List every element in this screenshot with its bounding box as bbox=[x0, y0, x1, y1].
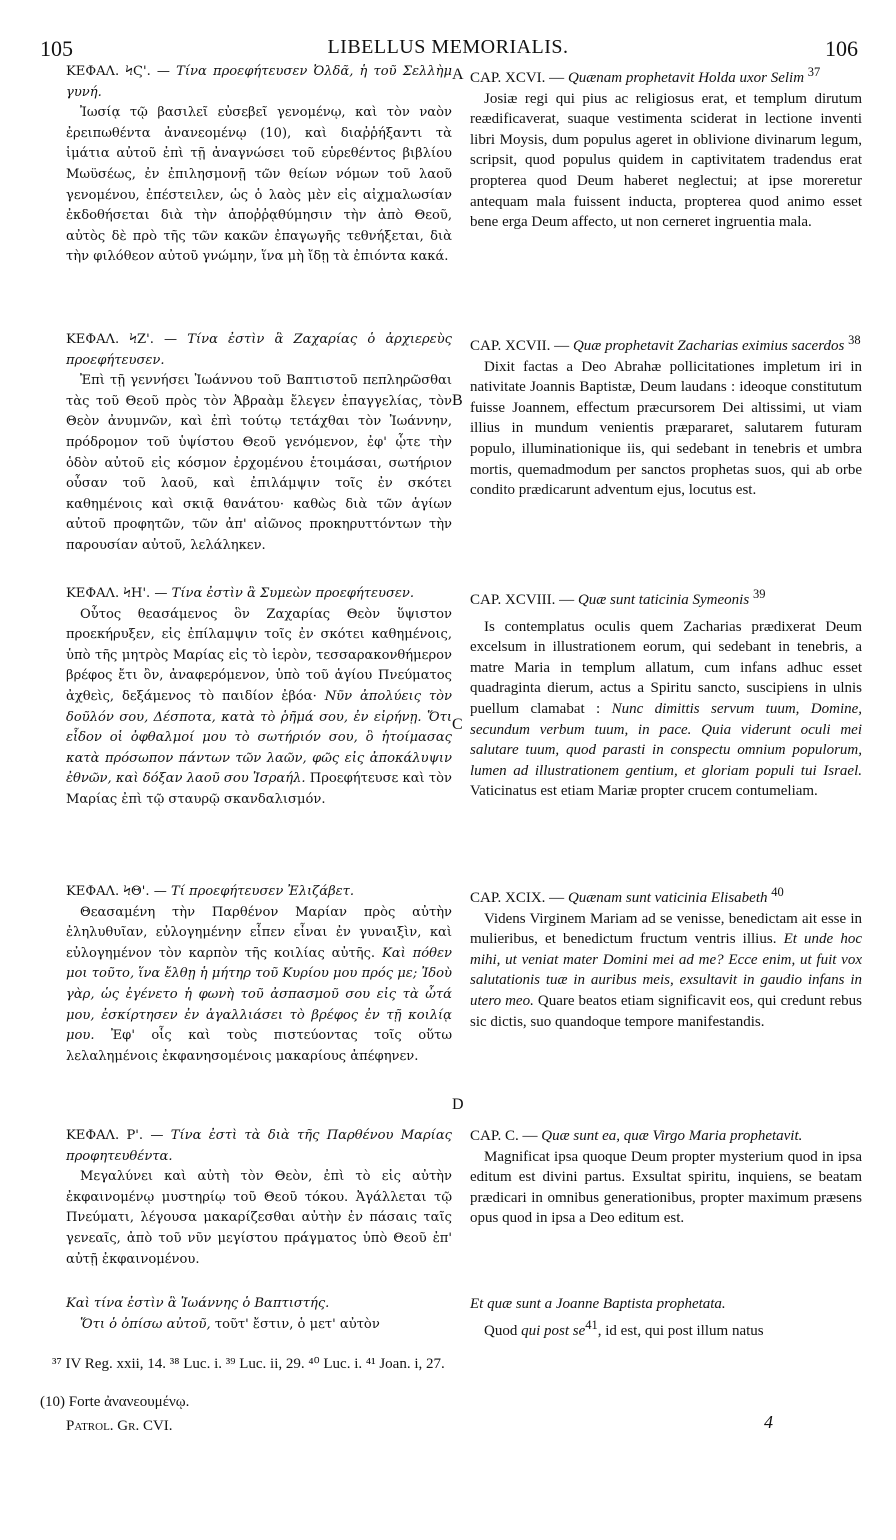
footnote-marker: 40 bbox=[771, 885, 784, 899]
chapter-title: Τί προεφήτευσεν Ἐλιζάβετ. bbox=[170, 884, 355, 899]
page-number-left: 105 bbox=[40, 36, 73, 61]
chapter-label: CAP. XCVI. — bbox=[470, 70, 565, 86]
footnote-marker: 39 bbox=[752, 587, 766, 601]
latin-chapter-97 bbox=[470, 330, 862, 501]
chapter-heading bbox=[470, 62, 862, 89]
chapter-heading bbox=[470, 330, 862, 357]
chapter-title: Τίνα ἐστὶ τὰ διὰ τῆς Παρθένου Μαρίας προφητευθέντα. bbox=[66, 1128, 452, 1164]
chapter-text: Josiæ regi qui pius ac religiosus erat, et templum dirutum reædificaverat, suaque vestimenta sciderat in lectione inventi libri Moysis, dum populus ageret in oblivione divinarum legum, scripsit, quod populus quidem in captivitatem tradendus erat propterea quod Deum haberet neglectui; at ipse moreretur antequam mala fuissent inducta, propterea quod animo esset bene erga Deum affecto, ut non cerneret ingruentia mala. bbox=[470, 90, 862, 231]
chapter-text: Magnificat ipsa quoque Deum propter mysterium quod in ipsa editum est divini partus. Exsultat spiritu, inquiens, se beatam prædicari in omnibus generationibus, propter maximum præsens opus quod in ipsa a Deo editum est. bbox=[470, 1148, 862, 1227]
chapter-text bbox=[470, 909, 862, 1033]
text-part: Θεασαμένη τὴν Παρθένον Μαρίαν πρὸς αὐτὴν ἐληλυθυῖαν, εὐλογημένην εἶπεν εἶναι ἐν γυναιξὶν, καὶ εὐλογημένον τὸν καρπὸν τῆς κοιλίας αὐτῆς. bbox=[66, 904, 452, 961]
chapter-title: Τίνα ἐστὶν ἃ Συμεὼν προεφήτευσεν. bbox=[171, 586, 415, 601]
text-part: Quod bbox=[484, 1322, 518, 1339]
chapter-text: Dixit factas a Deo Abrahæ pollicitationes impletum iri in nativitate Joannis Baptistæ, Deum laudans : ideoque constitutum fuisse Joannem, effectum præcursorem Dei altissimi, ut viam illius in mundum venientis præpararet, salutarem futuram populo, illuminationique iis, qui sedebant in tenebris et umbra mortis, quemadmodum per sanctos prophetas suos, qui ab orbe condito prædicarunt adventum ejus, locutus est. bbox=[470, 358, 862, 499]
running-header bbox=[0, 36, 896, 62]
chapter-heading bbox=[470, 882, 862, 909]
greek-chapter-97 bbox=[66, 330, 452, 557]
chapter-label: CAP. XCVIII. — bbox=[470, 592, 575, 608]
chapter-title: Quænam prophetavit Holda uxor Selim bbox=[567, 70, 805, 86]
text-part: τοῦτ' ἔστιν, ὁ μετ' αὐτὸν bbox=[214, 1316, 380, 1332]
chapter-label: CAP. XCVII. — bbox=[470, 338, 570, 354]
chapter-heading bbox=[470, 1126, 862, 1147]
footnote-marker: 41 bbox=[585, 1317, 598, 1332]
margin-letter-d: D bbox=[452, 1096, 464, 1113]
chapter-text bbox=[66, 605, 452, 811]
chapter-heading bbox=[66, 882, 452, 903]
margin-letter-b: B bbox=[452, 392, 463, 409]
chapter-text: Μεγαλύνει καὶ αὐτὴ τὸν Θεὸν, ἐπὶ τὸ εἰς αὐτὴν ἐκφαινομένῳ μυστηρίῳ τοῦ Θεοῦ τόκου. Ἀγάλλεται τῷ Πνεύματι, λέγουσα μακαρίζεσθαι αὐτὴν ἐν πάσαις ταῖς γενεαῖς, ἀπὸ τοῦ νῦν μεγίστου πράγματος ὑπὸ Θεοῦ ἐπ' αὐτῇ ἐκφαινομένου. bbox=[66, 1169, 452, 1267]
chapter-title: Quæ prophetavit Zacharias eximius sacerdos bbox=[572, 338, 845, 354]
greek-chapter-99 bbox=[66, 882, 452, 1067]
chapter-heading bbox=[66, 584, 452, 605]
greek-chapter-100 bbox=[66, 1126, 452, 1270]
text-part: Προεφήτευσε καὶ τὸν Μαρίας ἐπὶ τῷ σταυρῷ σκανδαλισμόν. bbox=[66, 771, 452, 807]
subheading: Et quæ sunt a Joanne Baptista prophetata. bbox=[470, 1296, 726, 1312]
scripture-quote: Et unde hoc mihi, ut veniat mater Domini mei ad me? Ecce enim, ut fuit vox salutationis tuæ in auribus meis, exsultavit in gaudio infans in utero meo. bbox=[470, 931, 863, 1009]
chapter-title: Quænam sunt vaticinia Elisabeth bbox=[567, 890, 768, 906]
chapter-title: Quæ sunt ea, quæ Virgo Maria prophetavit. bbox=[541, 1128, 803, 1144]
scripture-quote: Nunc dimittis servum tuum, Domine, secundum verbum tuum, in pace. Quia viderunt oculi mei salutare tuum, quod parasti in conspectu omnium populorum, lumen ad illustrationem gentium, et gloriam populi tui Israel. bbox=[470, 700, 863, 779]
chapter-text: Ἰωσίᾳ τῷ βασιλεῖ εὐσεβεῖ γενομένῳ, καὶ τὸν ναὸν ἐρειπωθέντα ἀνανεομένῳ (10), καὶ διαῤῥήξαντι τὰ ἱμάτια αὐτοῦ ἐπὶ τῇ ἀναγνώσει τοῦ εὑρεθέντος βιβλίου Μωϋσέως, ἐν ἐπιλησμονῇ τῶν θείων νόμων τοῦ λαοῦ γενομένου, ἐπέστειλεν, ὡς ὁ λαὸς μὲν εἰς αἰχμαλωσίαν ἐκδοθήσεται διὰ τὴν ἀποῤῥᾳθύμησιν τὴν ἀπὸ Θεοῦ, αὐτὸς δὲ πρὸ τῆς τῶν κακῶν ἐπαγωγῆς τεθνήξεται, διὰ τὴν φιλόθεον αὐτοῦ γνώμην, ἵνα μὴ ἴδῃ τὰ ἐπιόντα κακά. bbox=[66, 105, 452, 265]
margin-letter-a: A bbox=[452, 66, 464, 83]
scripture-quote: Καὶ πόθεν μοι τοῦτο, ἵνα ἔλθῃ ἡ μήτηρ τοῦ Κυρίου μου πρός με; Ἰδοὺ γὰρ, ὡς ἐγένετο ἡ φωνὴ τοῦ ἀσπασμοῦ σου εἰς τὰ ὦτά μου, ἐσκίρτησεν ἐν ἀγαλλιάσει τὸ βρέφος ἐν τῇ κοιλίᾳ μου. bbox=[66, 945, 452, 1044]
chapter-title: Τίνα προεφήτευσεν Ὀλδᾶ, ἡ τοῦ Σελλὴμ γυνή. bbox=[66, 64, 452, 100]
chapter-label: ΚΕΦΑΛ. ϞΘ'. — bbox=[66, 884, 167, 899]
text-part: Vaticinatus est etiam Mariæ propter crucem contumeliam. bbox=[470, 783, 818, 800]
text-part: Ἐφ' οἷς καὶ τοὺς πιστεύοντας τοῖς οὕτω λελαλημένοις ἐκφανησομένοις μακαρίους ἀπέφηνεν. bbox=[66, 1028, 452, 1064]
running-title: LIBELLUS MEMORIALIS. bbox=[327, 36, 569, 58]
chapter-text bbox=[66, 1315, 452, 1336]
chapter-text bbox=[470, 617, 862, 802]
chapter-text bbox=[470, 1315, 862, 1342]
chapter-text bbox=[66, 903, 452, 1068]
text-part: Is contemplatus oculis quem Zacharias prædixerat Deum excelsum in illustrationem eorum, qui sedebant in tenebris, a matre Maria in templum allatum, cum infans adhuc esset quadraginta dierum, actus a Spiritu sancto, suscipiens in ulnis puellum clamabat : bbox=[470, 618, 862, 717]
sheet-number: 4 bbox=[764, 1412, 773, 1432]
footnote-10: (10) Forte ἀνανεουμένῳ. bbox=[40, 1394, 190, 1410]
latin-chapter-99 bbox=[470, 882, 862, 1032]
text-part: Οὗτος θεασάμενος ὃν Ζαχαρίας Θεὸν ὕψιστον προεκήρυξεν, εἰς ἐπίλαμψιν τοῖς ἐν σκότει καθημένοις, ὑπὸ τῆς μητρὸς Μαρίας εἰς τὸ ἱερὸν, τεσσαρακονθήμερον βρέφος ἔτι ὂν, ἀναφερόμενον, ὑπὸ τοῦ ἁγίου Πνεύματος ἀχθεὶς, δεξάμενος τὸ παιδίον ἐβόα· bbox=[66, 606, 452, 704]
chapter-label: CAP. C. — bbox=[470, 1128, 538, 1144]
latin-subsection-baptist bbox=[470, 1294, 862, 1341]
chapter-label: CAP. XCIX. — bbox=[470, 890, 565, 906]
chapter-label: ΚΕΦΑΛ. ϞϚ'. — bbox=[66, 64, 171, 79]
chapter-title: Τίνα ἐστὶν ἃ Ζαχαρίας ὁ ἀρχιερεὺς προεφήτευσεν. bbox=[66, 332, 452, 368]
latin-chapter-96 bbox=[470, 62, 862, 233]
scripture-references: ³⁷ IV Reg. xxii, 14. ³⁸ Luc. i. ³⁹ Luc. ii, 29. ⁴⁰ Luc. i. ⁴¹ Joan. i, 27. bbox=[52, 1356, 445, 1372]
chapter-text: Ἐπὶ τῇ γεννήσει Ἰωάννου τοῦ Βαπτιστοῦ πεπληρῶσθαι τὰς τοῦ Θεοῦ πρὸς τὸν Ἀβραὰμ ἔλεγεν ἐπαγγελίας, τὸν Θεὸν ἀνυμνῶν, καὶ ἐπὶ τούτῳ τετάχθαι τὸν Ἰωάννην, πρόδρομον τοῦ ὑψίστου Θεοῦ γενόμενον, ἐφ' ᾧτε τὴν ὁδὸν αὐτοῦ εἰς κόσμον ἐρχομένου ἑτοιμάσαι, σωτήριον οὖσαν τοῦ λαοῦ, καὶ ἐπιλάμψιν τοῖς ἐν σκότει καθημένοις καὶ σκιᾷ θανάτου· καθὼς διὰ τῶν ἁγίων αὐτοῦ προφητῶν, τῶν ἀπ' αἰῶνος προκηρυττόντων τὴν παρουσίαν αὐτοῦ, λελάληκεν. bbox=[66, 373, 452, 553]
signature-mark: Patrol. Gr. CVI. bbox=[66, 1418, 173, 1434]
scripture-quote: Ὅτι ὁ ὀπίσω αὐτοῦ, bbox=[80, 1316, 211, 1332]
chapter-label: ΚΕΦΑΛ. Ρ'. — bbox=[66, 1128, 164, 1143]
subheading: Καὶ τίνα ἐστὶν ἃ Ἰωάννης ὁ Βαπτιστής. bbox=[66, 1296, 330, 1311]
greek-chapter-98 bbox=[66, 584, 452, 811]
chapter-title: Quæ sunt taticinia Symeonis bbox=[577, 592, 750, 608]
chapter-heading bbox=[470, 584, 862, 611]
scripture-quote: qui post se bbox=[521, 1322, 586, 1339]
footnote-marker: 38 bbox=[848, 333, 861, 347]
latin-chapter-98 bbox=[470, 584, 862, 802]
greek-chapter-96 bbox=[66, 62, 452, 268]
chapter-label: ΚΕΦΑΛ. ϞΗ'. — bbox=[66, 586, 168, 601]
chapter-heading bbox=[66, 62, 452, 103]
text-part: , id est, qui post illum natus bbox=[597, 1322, 764, 1339]
chapter-label: ΚΕΦΑΛ. ϞΖ'. — bbox=[66, 332, 178, 347]
footnote-marker: 37 bbox=[807, 65, 821, 79]
page-number-right: 106 bbox=[825, 36, 858, 61]
chapter-heading bbox=[66, 1126, 452, 1167]
scripture-quote: Νῦν ἀπολύεις τὸν δοῦλόν σου, Δέσποτα, κατὰ τὸ ῥῆμά σου, ἐν εἰρήνῃ. Ὅτι εἶδον οἱ ὀφθαλμοί μου τὸ σωτήριόν σου, ὃ ἡτοίμασας κατὰ πρόσωπον πάντων τῶν λαῶν, φῶς εἰς ἀποκάλυψιν ἐθνῶν, καὶ δόξαν λαοῦ σου Ἰσραήλ. bbox=[66, 688, 452, 787]
latin-chapter-100 bbox=[470, 1126, 862, 1229]
text-part: Quare beatos etiam significavit eos, qui credunt rebus sic dictis, suo quandoque tempore manifestandis. bbox=[470, 992, 862, 1030]
greek-subsection-baptist bbox=[66, 1294, 452, 1335]
chapter-heading bbox=[66, 330, 452, 371]
text-part: Videns Virginem Mariam ad se venisse, benedictam ait esse in mulieribus, et benedictum fructum ventris illius. bbox=[470, 910, 862, 948]
margin-letter-c: C bbox=[452, 716, 463, 733]
